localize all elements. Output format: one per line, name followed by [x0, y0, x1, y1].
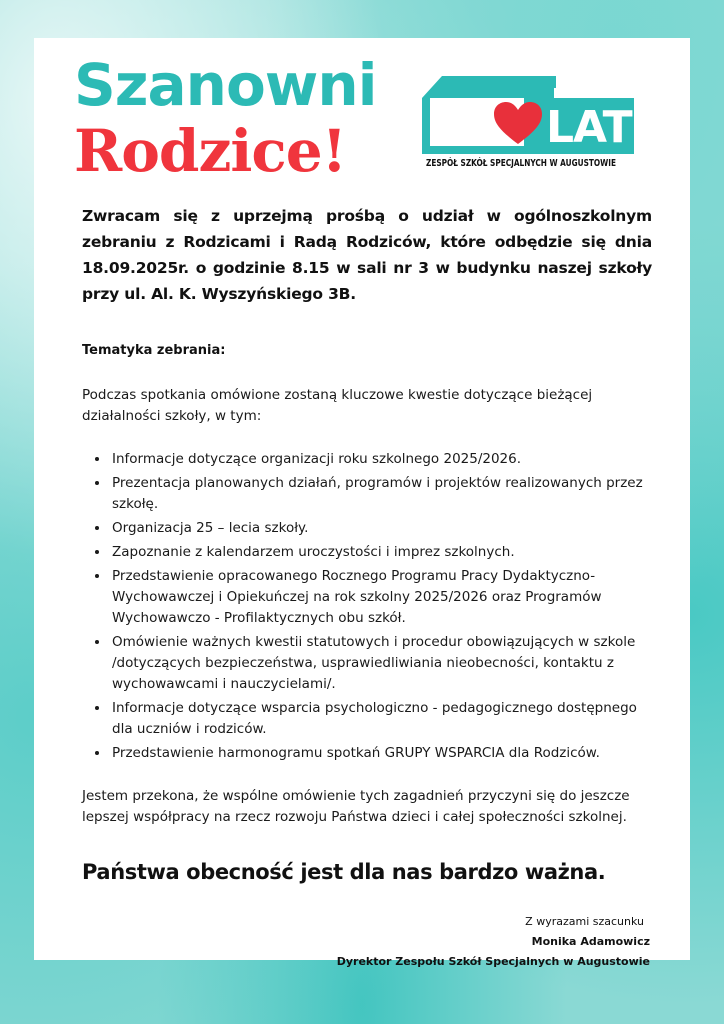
school-anniversary-logo	[406, 72, 636, 184]
list-item: • Organizacja 25 – lecia szkoły.	[110, 518, 652, 539]
topics-title: Tematyka zebrania:	[82, 343, 226, 358]
greeting-heading	[74, 52, 377, 184]
logo-word: LAT	[546, 102, 632, 153]
list-item: • Zapoznanie z kalendarzem uroczystości i imprez szkolnych.	[110, 542, 652, 563]
letter-card	[34, 38, 690, 968]
list-item: • Prezentacja planowanych działań, programów i projektów realizowanych przez szkołę.	[110, 473, 652, 515]
greeting-line-2: Rodzice!	[74, 117, 347, 185]
logo-number: 25	[430, 95, 497, 155]
logo-graphic	[406, 72, 636, 158]
emphasis-statement: Państwa obecność jest dla nas bardzo ważna.	[82, 860, 606, 884]
topics-list	[82, 449, 652, 764]
list-item: • Informacje dotyczące wsparcia psychologiczno - pedagogicznego dostępnego dla uczniów i rodziców.	[110, 698, 652, 740]
signature-title: Dyrektor Zespołu Szkół Specjalnych w Augustowie	[336, 955, 650, 968]
signature-block	[337, 912, 650, 972]
invitation-text: Zwracam się z uprzejmą prośbą o udział w ogólnoszkolnym zebraniu z Rodzicami i Radą Rodziców, które odbędzie się dnia 18.09.2025r. o godzinie 8.15 w sali nr 3 w budynku naszej szkoły przy ul. Al. K. Wyszyńskiego 3B.	[82, 207, 652, 303]
closing-paragraph: Jestem przekona, że wspólne omówienie tych zagadnień przyczyni się do jeszcze lepszej współpracy na rzecz rozwoju Państwa dzieci i całej społeczności szkolnej.	[82, 788, 630, 825]
list-item: • Omówienie ważnych kwestii statutowych i procedur obowiązujących w szkole /dotyczących bezpieczeństwa, usprawiedliwiania nieobecności, kontaktu z wychowawcami i nauczycielami/.	[110, 632, 652, 695]
topics-intro: Podczas spotkania omówione zostaną kluczowe kwestie dotyczące bieżącej działalności szkoły, w tym:	[82, 387, 593, 424]
list-item: • Przedstawienie harmonogramu spotkań GRUPY WSPARCIA dla Rodziców.	[110, 743, 652, 764]
letter-body	[82, 203, 652, 886]
signature-name: Monika Adamowicz	[531, 935, 650, 948]
logo-caption: ZESPÓŁ SZKÓŁ SPECJALNYCH W AUGUSTOWIE	[426, 158, 617, 169]
greeting-line-1: Szanowni	[74, 51, 377, 119]
list-item: • Przedstawienie opracowanego Rocznego Programu Pracy Dydaktyczno-Wychowawczej i Opiekuńczej na rok szkolny 2025/2026 oraz Programów Wychowawczo - Profilaktycznych obu szkół.	[110, 566, 652, 629]
list-item: • Informacje dotyczące organizacji roku szkolnego 2025/2026.	[110, 449, 652, 470]
signature-regards: Z wyrazami szacunku	[525, 915, 644, 928]
